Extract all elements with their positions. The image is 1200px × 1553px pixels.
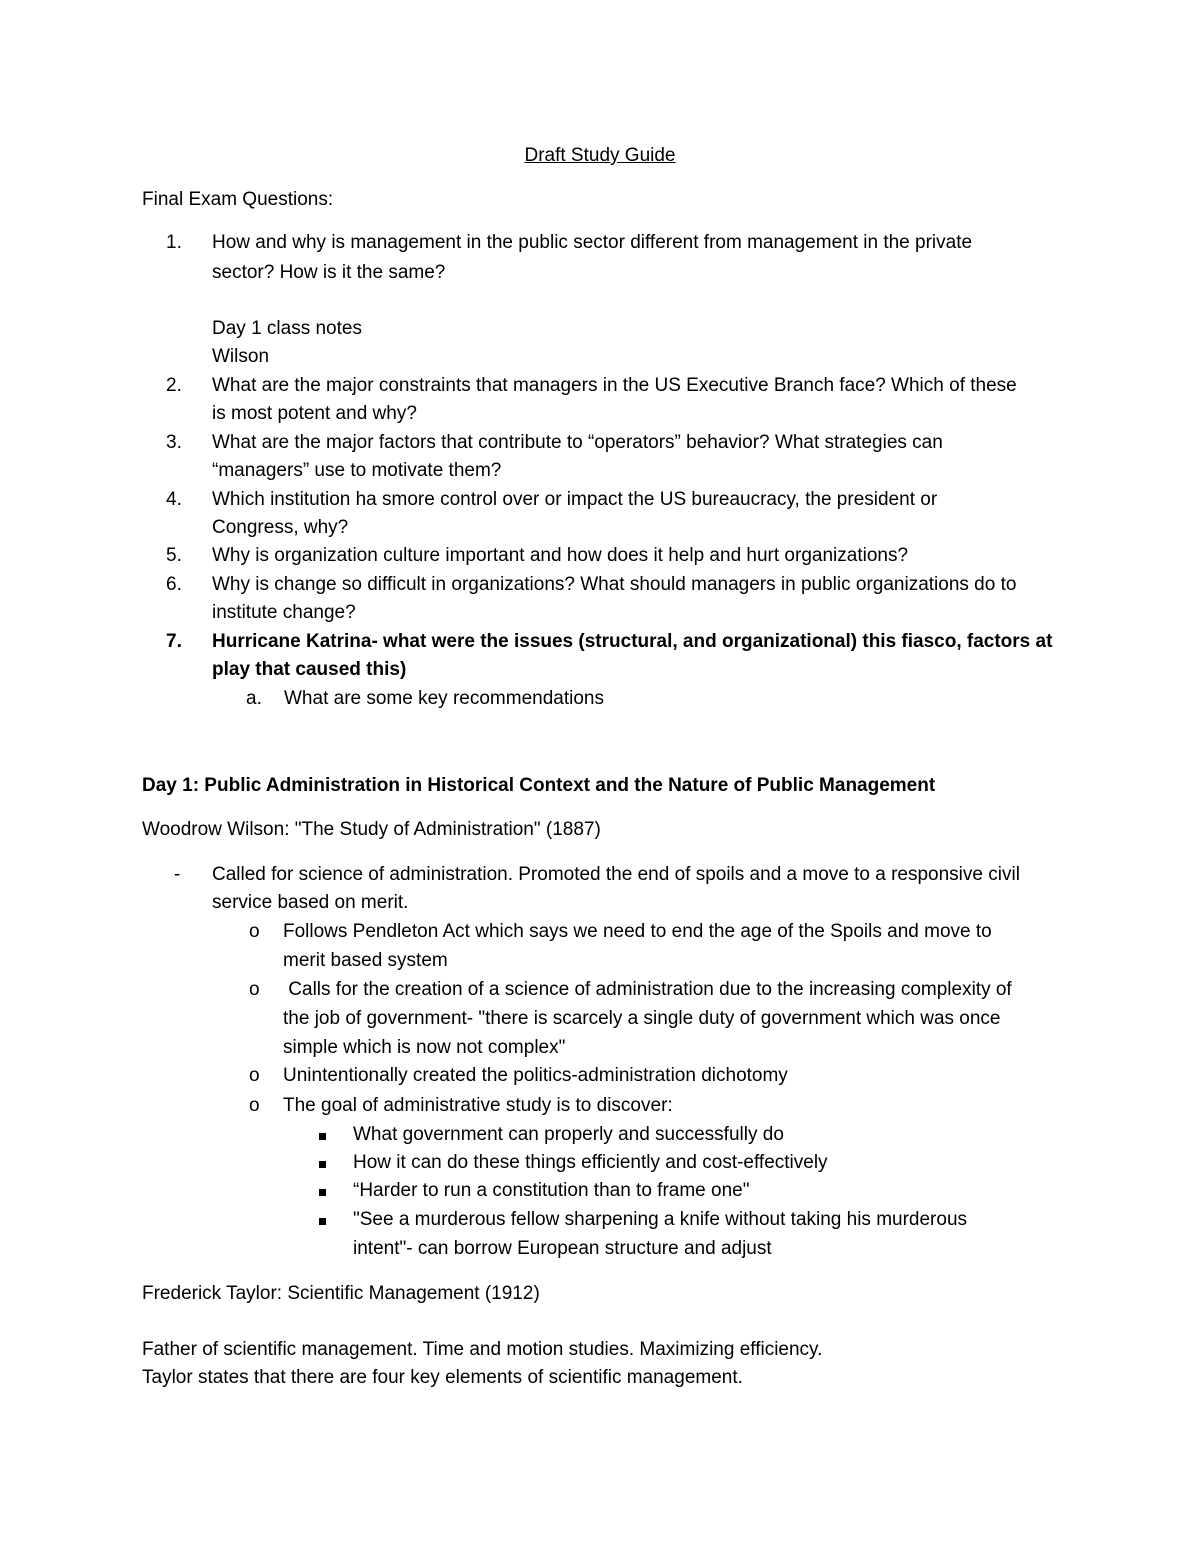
class-notes-reference: Wilson <box>212 346 270 367</box>
goal-item-text-line: “Harder to run a constitution than to frame one" <box>353 1180 750 1201</box>
question-text-line: Hurricane Katrina- what were the issues (structural, and organizational) this fiasco, factors at <box>212 631 1053 652</box>
wilson-heading: Woodrow Wilson: "The Study of Administration" (1887) <box>142 819 601 840</box>
goal-item-text-line: What government can properly and successfully do <box>353 1124 784 1145</box>
dash-item-text-line: service based on merit. <box>212 892 409 913</box>
taylor-paragraph-line: Taylor states that there are four key elements of scientific management. <box>142 1367 743 1388</box>
goal-item-text-line: "See a murderous fellow sharpening a knife without taking his murderous <box>353 1209 968 1230</box>
question-text-line: How and why is management in the public sector different from management in the private <box>212 232 973 253</box>
question-text-line: Why is organization culture important and how does it help and hurt organizations? <box>212 545 909 566</box>
question-text-line: sector? How is it the same? <box>212 262 446 283</box>
dash-item-text-line: Called for science of administration. Promoted the end of spoils and a move to a responsive civil <box>212 864 1020 885</box>
question-number: 6. <box>166 574 182 595</box>
subitem-text-line: Calls for the creation of a science of administration due to the increasing complexity of <box>283 979 1012 1000</box>
circle-bullet: o <box>249 1065 260 1086</box>
circle-bullet: o <box>249 1095 260 1116</box>
question-text-line: Congress, why? <box>212 517 349 538</box>
square-bullet-icon <box>319 1218 326 1225</box>
circle-bullet: o <box>249 979 260 1000</box>
section-heading-day1: Day 1: Public Administration in Historical Context and the Nature of Public Management <box>142 775 936 796</box>
question-number: 5. <box>166 545 182 566</box>
question-text-line: Why is change so difficult in organizations? What should managers in public organizations do to <box>212 574 1017 595</box>
circle-bullet: o <box>249 921 260 942</box>
subitem-text-line: Unintentionally created the politics-administration dichotomy <box>283 1065 788 1086</box>
goal-item-text-line: intent"- can borrow European structure and adjust <box>353 1238 772 1259</box>
subitem-text-line: Follows Pendleton Act which says we need to end the age of the Spoils and move to <box>283 921 992 942</box>
goal-item-text-line: How it can do these things efficiently and cost-effectively <box>353 1152 828 1173</box>
question-text-line: “managers” use to motivate them? <box>212 460 502 481</box>
question-number: 2. <box>166 375 182 396</box>
subitem-text-line: merit based system <box>283 950 448 971</box>
taylor-paragraph-line: Father of scientific management. Time and motion studies. Maximizing efficiency. <box>142 1339 823 1360</box>
square-bullet-icon <box>319 1161 326 1168</box>
question-number: 3. <box>166 432 182 453</box>
square-bullet-icon <box>319 1133 326 1140</box>
question-text-line: is most potent and why? <box>212 403 417 424</box>
question-text-line: What are the major factors that contribute to “operators” behavior? What strategies can <box>212 432 943 453</box>
class-notes-reference: Day 1 class notes <box>212 318 362 339</box>
question-number: 7. <box>166 631 182 652</box>
question-text-line: play that caused this) <box>212 659 407 680</box>
sub-item-marker: a. <box>246 688 262 709</box>
subitem-text-line: simple which is now not complex" <box>283 1037 566 1058</box>
taylor-heading: Frederick Taylor: Scientific Management (1912) <box>142 1283 540 1304</box>
subitem-text-line: The goal of administrative study is to discover: <box>283 1095 673 1116</box>
question-text-line: What are the major constraints that managers in the US Executive Branch face? Which of these <box>212 375 1017 396</box>
question-text-line: Which institution ha smore control over or impact the US bureaucracy, the president or <box>212 489 938 510</box>
document-title: Draft Study Guide <box>524 145 676 166</box>
dash-marker: - <box>174 864 181 885</box>
question-text-line: institute change? <box>212 602 356 623</box>
sub-item-text: What are some key recommendations <box>284 688 604 709</box>
final-exam-heading: Final Exam Questions: <box>142 189 334 210</box>
question-number: 4. <box>166 489 182 510</box>
subitem-text-line: the job of government- "there is scarcely a single duty of government which was once <box>283 1008 1001 1029</box>
square-bullet-icon <box>319 1189 326 1196</box>
question-number: 1. <box>166 232 182 253</box>
